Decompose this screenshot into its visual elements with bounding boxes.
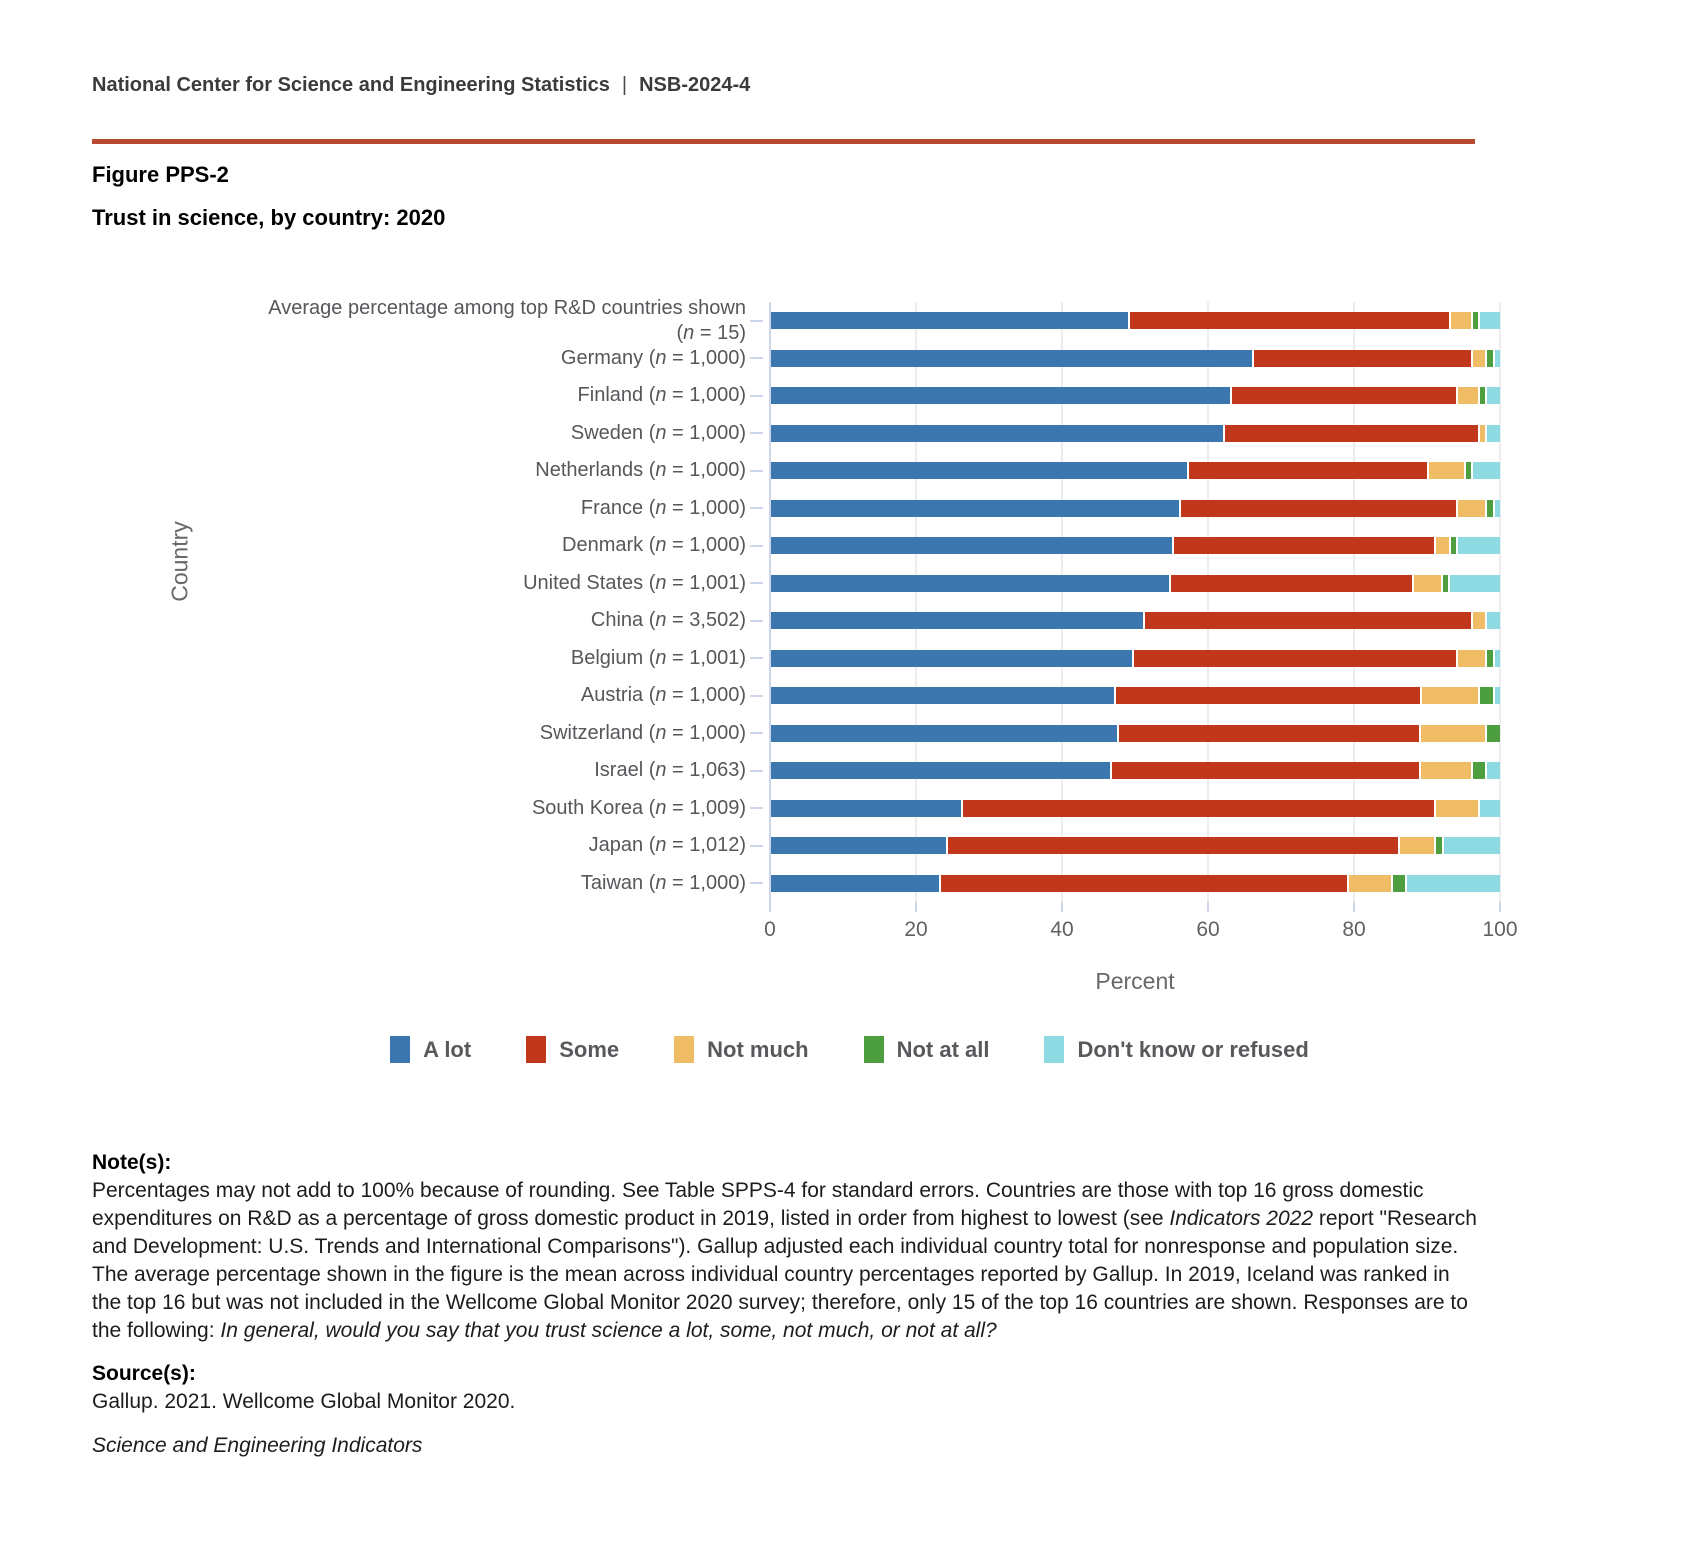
notes-paragraph: [92, 1177, 1484, 1345]
bar-track: [771, 612, 1500, 629]
bar-segment-a-lot: [771, 350, 1252, 367]
bar-segment-not-much: [1449, 312, 1471, 329]
y-axis-category-label: [0, 496, 746, 521]
category-label-n: n: [655, 646, 667, 669]
legend-swatch: [674, 1036, 694, 1063]
notes-section: [92, 1149, 1484, 1345]
bar-segment-some: [1187, 462, 1428, 479]
bar-track: [771, 875, 1500, 892]
chart-row: [0, 715, 1500, 753]
bar-segment-a-lot: [771, 762, 1110, 779]
y-axis-tick: [750, 320, 763, 322]
bar-segment-some: [961, 800, 1435, 817]
bar-segment-dont-know-or-refused: [1471, 462, 1500, 479]
header-separator: |: [621, 74, 628, 96]
bar-segment-a-lot: [771, 650, 1132, 667]
category-label-count: = 1,009): [666, 796, 746, 819]
bar-segment-not-at-all: [1485, 500, 1492, 517]
legend-swatch: [526, 1036, 546, 1063]
category-label-count: = 1,001): [666, 571, 746, 594]
category-label-text: Austria (: [580, 684, 656, 707]
bar-segment-not-at-all: [1485, 650, 1492, 667]
chart-row: [0, 490, 1500, 528]
notes-italic-2: In general, would you say that you trust science a lot, some, not much, or not at all?: [220, 1319, 997, 1342]
chart-row: [0, 527, 1500, 565]
bar-segment-dont-know-or-refused: [1493, 500, 1500, 517]
category-label-n: n: [655, 421, 667, 444]
category-label-n: n: [683, 321, 695, 344]
bar-segment-a-lot: [771, 462, 1187, 479]
category-label-text: Sweden (: [570, 421, 656, 444]
bar-segment-not-much: [1420, 687, 1478, 704]
bar-track: [771, 837, 1500, 854]
category-label-count: = 1,000): [666, 384, 746, 407]
category-label-n: n: [655, 459, 667, 482]
bar-segment-not-much: [1471, 350, 1486, 367]
bar-segment-not-much: [1419, 725, 1485, 742]
bar-segment-not-much: [1471, 612, 1486, 629]
bar-segment-not-much: [1419, 762, 1471, 779]
y-axis-tick: [750, 845, 763, 847]
bar-track: [771, 462, 1500, 479]
chart-row: [0, 790, 1500, 828]
category-label-n: n: [655, 834, 667, 857]
bar-segment-some: [1128, 312, 1449, 329]
category-label-count: = 1,000): [666, 871, 746, 894]
y-axis-tick: [750, 620, 763, 622]
bar-segment-not-much: [1434, 537, 1449, 554]
category-label-n: n: [655, 796, 667, 819]
bar-segment-a-lot: [771, 875, 939, 892]
header-report-id: NSB-2024-4: [639, 74, 751, 96]
bar-track: [771, 312, 1500, 329]
chart-row: [0, 827, 1500, 865]
chart-row: [0, 640, 1500, 678]
y-axis-category-label: [0, 608, 746, 633]
bar-segment-dont-know-or-refused: [1493, 650, 1500, 667]
bar-track: [771, 575, 1500, 592]
category-label-text: United States (: [523, 571, 656, 594]
bar-segment-some: [1143, 612, 1471, 629]
legend-label-a-lot: A lot: [423, 1036, 472, 1062]
y-axis-tick: [750, 657, 763, 659]
category-label-text: France (: [580, 496, 656, 519]
category-label-count: = 1,012): [666, 834, 746, 857]
bar-track: [771, 725, 1500, 742]
bar-segment-some: [1223, 425, 1478, 442]
y-axis-category-label: [0, 383, 746, 408]
x-axis-tick-label: 0: [764, 918, 776, 941]
bar-segment-not-much: [1478, 425, 1485, 442]
category-label-n: n: [655, 384, 667, 407]
bar-segment-not-much: [1434, 800, 1478, 817]
bar-segment-not-much: [1456, 387, 1478, 404]
bar-segment-dont-know-or-refused: [1485, 612, 1500, 629]
y-axis-title: Country: [166, 521, 193, 602]
legend-swatch: [864, 1036, 884, 1063]
bar-segment-dont-know-or-refused: [1456, 537, 1500, 554]
y-axis-category-label: [0, 533, 746, 558]
chart-rows: [0, 296, 1500, 902]
legend-item: [390, 1036, 471, 1063]
chart-title: Trust in science, by country: 2020: [92, 205, 446, 230]
legend-label-some: Some: [559, 1036, 620, 1062]
x-axis-tick-label: 40: [1050, 918, 1074, 941]
category-label-count: = 1,000): [666, 459, 746, 482]
y-axis-tick: [750, 432, 763, 434]
y-axis-category-label: [0, 458, 746, 483]
bar-segment-dont-know-or-refused: [1485, 387, 1500, 404]
y-axis-tick: [750, 507, 763, 509]
bar-track: [771, 537, 1500, 554]
chart-row: [0, 377, 1500, 415]
y-axis-tick: [750, 545, 763, 547]
notes-italic-1: Indicators 2022: [1169, 1207, 1314, 1230]
bar-segment-dont-know-or-refused: [1493, 350, 1500, 367]
chart-row: [0, 602, 1500, 640]
chart-legend: [0, 1036, 1699, 1063]
bar-segment-not-at-all: [1485, 725, 1500, 742]
category-label-count: = 1,000): [666, 534, 746, 557]
x-axis-tick: [1499, 902, 1501, 912]
category-label-count: = 1,000): [666, 346, 746, 369]
category-label-text: Belgium (: [570, 646, 656, 669]
legend-label-not-at-all: Not at all: [896, 1036, 990, 1062]
category-label-text: Germany (: [560, 346, 656, 369]
chart-row: [0, 296, 1500, 344]
bar-segment-a-lot: [771, 687, 1114, 704]
figure-number: Figure PPS-2: [92, 162, 229, 187]
y-axis-category-label: [0, 796, 746, 821]
category-label-text: Japan (: [588, 834, 656, 857]
chart-row: [0, 677, 1500, 715]
legend-swatch: [390, 1036, 410, 1063]
bar-track: [771, 387, 1500, 404]
y-axis-category-label: [0, 346, 746, 371]
y-axis-tick: [750, 357, 763, 359]
category-label-text: China (: [590, 609, 656, 632]
bar-segment-a-lot: [771, 575, 1169, 592]
legend-label-dont-know-or-refused: Don't know or refused: [1077, 1036, 1309, 1062]
bar-segment-some: [1110, 762, 1419, 779]
y-axis-category-label: [0, 646, 746, 671]
legend-swatch: [1044, 1036, 1064, 1063]
y-axis-tick: [750, 770, 763, 772]
x-axis-tick-label: 60: [1196, 918, 1220, 941]
y-axis-tick: [750, 807, 763, 809]
category-label-count: = 1,001): [666, 646, 746, 669]
bar-segment-a-lot: [771, 312, 1128, 329]
legend-item: [1044, 1036, 1308, 1063]
bar-segment-some: [1172, 537, 1434, 554]
report-header: [92, 74, 750, 97]
category-label-n: n: [655, 684, 667, 707]
bar-segment-some: [1114, 687, 1420, 704]
bar-segment-dont-know-or-refused: [1493, 687, 1500, 704]
y-axis-tick: [750, 582, 763, 584]
y-axis-tick: [750, 470, 763, 472]
y-axis-category-label: [0, 421, 746, 446]
bar-track: [771, 762, 1500, 779]
notes-text-1: Percentages may not add to 100% because of rounding. See Table SPPS-4 for standard errors. Countries are those with top 16 gross domestic expenditures on R&D as a percentage of gross domestic product in 2019, listed in order from highest to lowest (see: [92, 1179, 1424, 1230]
legend-item: [526, 1036, 619, 1063]
y-axis-category-label: [0, 871, 746, 896]
bar-track: [771, 800, 1500, 817]
y-axis-tick: [750, 732, 763, 734]
category-label-text: Denmark (: [562, 534, 656, 557]
category-label-count: = 1,063): [666, 759, 746, 782]
category-label-count: = 1,000): [666, 421, 746, 444]
y-axis-category-label: [0, 758, 746, 783]
x-axis-tick-label: 80: [1342, 918, 1366, 941]
bar-track: [771, 650, 1500, 667]
x-axis: [764, 902, 1518, 952]
bar-segment-a-lot: [771, 500, 1179, 517]
y-axis-category-label: [0, 571, 746, 596]
chart-row: [0, 452, 1500, 490]
category-label-n: n: [655, 534, 667, 557]
bar-segment-dont-know-or-refused: [1442, 837, 1500, 854]
y-axis-category-label: [0, 683, 746, 708]
y-axis-tick: [750, 695, 763, 697]
bar-segment-not-at-all: [1464, 462, 1471, 479]
bar-track: [771, 425, 1500, 442]
bar-segment-a-lot: [771, 425, 1223, 442]
bar-segment-not-much: [1456, 650, 1485, 667]
bar-segment-dont-know-or-refused: [1478, 800, 1500, 817]
notes-text-2: report "Research and Development: U.S. Trends and International Comparisons"). Gallup adjusted each individual country total for nonresponse and population size. The average percentage shown in the figure is the mean across individual country percentages reported by Gallup. In 2019, Iceland was ranked in the top 16 but was not included in the Wellcome Global Monitor 2020 survey; therefore, only 15 of the top 16 countries are shown. Responses are to the following:: [92, 1207, 1477, 1342]
category-label-n: n: [655, 871, 667, 894]
category-label-n: n: [655, 571, 667, 594]
category-label-text: Finland (: [577, 384, 656, 407]
bar-segment-dont-know-or-refused: [1478, 312, 1500, 329]
bar-segment-not-at-all: [1391, 875, 1406, 892]
bar-segment-not-much: [1412, 575, 1441, 592]
x-axis-tick-label: 100: [1482, 918, 1518, 941]
category-label-count: = 1,000): [666, 684, 746, 707]
bar-segment-dont-know-or-refused: [1448, 575, 1500, 592]
bar-segment-dont-know-or-refused: [1405, 875, 1500, 892]
bar-segment-not-much: [1427, 462, 1463, 479]
category-label-count: = 1,000): [666, 721, 746, 744]
bar-segment-some: [1230, 387, 1456, 404]
bar-segment-a-lot: [771, 800, 961, 817]
x-axis-tick: [1061, 902, 1063, 912]
y-axis-tick: [750, 882, 763, 884]
y-axis-category-label: [0, 833, 746, 858]
bar-segment-not-much: [1398, 837, 1434, 854]
bar-segment-not-at-all: [1449, 537, 1456, 554]
category-label-text: Average percentage among top R&D countries shown (: [268, 296, 746, 344]
sources-heading: Source(s):: [92, 1362, 196, 1385]
x-axis-tick: [1353, 902, 1355, 912]
sources-text: Gallup. 2021. Wellcome Global Monitor 2020.: [92, 1390, 516, 1413]
category-label-count: = 3,502): [666, 609, 746, 632]
bar-segment-some: [1179, 500, 1456, 517]
bar-segment-not-at-all: [1471, 762, 1486, 779]
x-axis-tick: [1207, 902, 1209, 912]
category-label-n: n: [655, 346, 667, 369]
category-label-text: Switzerland (: [539, 721, 656, 744]
bar-segment-a-lot: [771, 725, 1117, 742]
category-label-n: n: [655, 721, 667, 744]
bar-track: [771, 687, 1500, 704]
bar-segment-not-at-all: [1441, 575, 1448, 592]
bar-segment-some: [1132, 650, 1456, 667]
category-label-n: n: [655, 496, 667, 519]
x-axis-tick: [915, 902, 917, 912]
bar-track: [771, 350, 1500, 367]
bar-segment-a-lot: [771, 537, 1172, 554]
bar-segment-dont-know-or-refused: [1485, 762, 1500, 779]
legend-item: [674, 1036, 808, 1063]
bar-segment-some: [1117, 725, 1419, 742]
category-label-n: n: [655, 759, 667, 782]
chart-row: [0, 752, 1500, 790]
x-axis-title: Percent: [1095, 968, 1175, 994]
bar-segment-a-lot: [771, 387, 1230, 404]
bar-segment-some: [939, 875, 1347, 892]
bar-segment-some: [1252, 350, 1471, 367]
chart-row: [0, 865, 1500, 903]
chart-row: [0, 415, 1500, 453]
bar-segment-some: [1169, 575, 1412, 592]
category-label-text: Israel (: [594, 759, 656, 782]
bar-segment-dont-know-or-refused: [1485, 425, 1500, 442]
category-label-count: = 1,000): [666, 496, 746, 519]
legend-label-not-much: Not much: [707, 1036, 809, 1062]
y-axis-category-label: [0, 721, 746, 746]
category-label-count: = 15): [694, 321, 746, 344]
notes-heading: Note(s):: [92, 1151, 172, 1174]
category-label-text: Taiwan (: [580, 871, 656, 894]
x-axis-tick-label: 20: [904, 918, 928, 941]
bar-segment-not-at-all: [1434, 837, 1441, 854]
header-org: National Center for Science and Engineering Statistics: [92, 74, 610, 96]
header-rule: [92, 139, 1475, 144]
bar-segment-not-at-all: [1478, 387, 1485, 404]
category-label-text: South Korea (: [531, 796, 656, 819]
category-label-text: Netherlands (: [535, 459, 656, 482]
chart-row: [0, 565, 1500, 603]
bar-segment-not-at-all: [1471, 312, 1478, 329]
bar-segment-a-lot: [771, 837, 946, 854]
publication-footer: Science and Engineering Indicators: [92, 1434, 423, 1457]
x-axis-tick: [769, 902, 771, 912]
bar-segment-not-much: [1347, 875, 1391, 892]
sources-section: [92, 1360, 1484, 1416]
bar-segment-not-much: [1456, 500, 1485, 517]
legend-item: [864, 1036, 990, 1063]
bar-segment-not-at-all: [1478, 687, 1493, 704]
y-axis-category-label: [0, 296, 746, 346]
category-label-n: n: [655, 609, 667, 632]
chart-row: [0, 340, 1500, 378]
bar-segment-not-at-all: [1485, 350, 1492, 367]
y-axis-tick: [750, 395, 763, 397]
bar-segment-some: [946, 837, 1398, 854]
bar-track: [771, 500, 1500, 517]
bar-segment-a-lot: [771, 612, 1143, 629]
